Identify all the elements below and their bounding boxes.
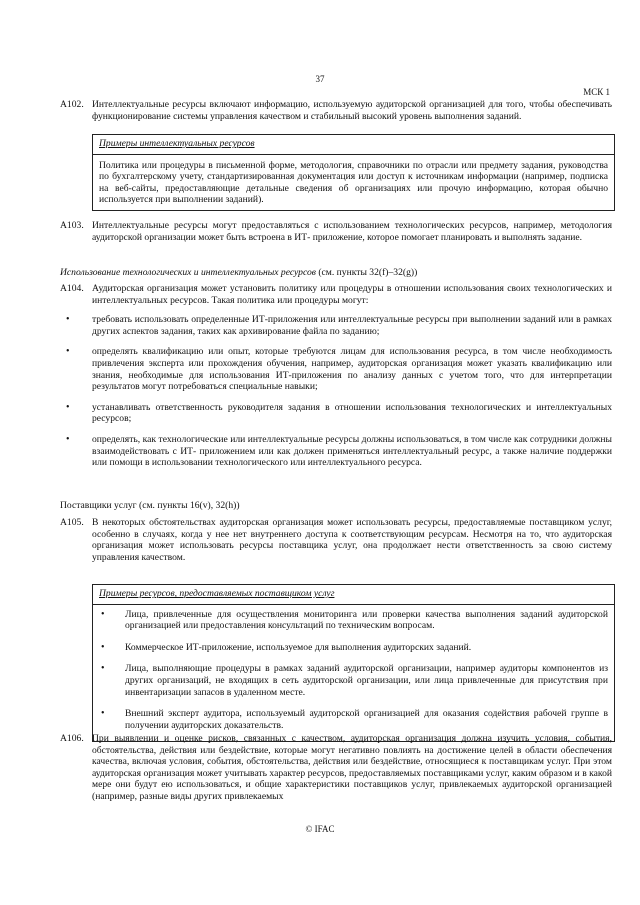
paragraph-number: A105.: [60, 517, 84, 528]
subheading-service-providers: Поставщики услуг (см. пункты 16(v), 32(h)): [60, 500, 240, 511]
page-number: 37: [315, 74, 325, 84]
list-item: • требовать использовать определенные ИТ-приложения или интеллектуальные ресурсы при выполнении заданий или в рамках других аспектов задания, таких как архивирование файла по заданию;: [66, 314, 612, 337]
paragraph-a103: [60, 220, 612, 243]
paragraph-a104: [60, 283, 612, 478]
list-item: • определять квалификацию или опыт, которые требуются лицам для использования ресурса, в том числе необходимость привлечения эксперта или прохождения обучения, например, аудиторская организация может указать квалификацию или знания, необходимые для использования ИТ-приложения по анализу данных с учетом того, что для интерпретации результатов могут потребоваться специальные навыки;: [66, 346, 612, 393]
paragraph-a102: [60, 99, 612, 122]
list-item: • Коммерческое ИТ-приложение, используемое для выполнения аудиторских заданий.: [101, 641, 472, 653]
box-title: Примеры ресурсов, предоставляемых поставщиком услуг: [93, 585, 614, 605]
list-item: • Лица, привлеченные для осуществления мониторинга или проверки качества выполнения заданий аудиторской организацией или предоставления консультаций по техническим вопросам.: [101, 608, 608, 632]
paragraph-text: При выявлении и оценке рисков, связанных с качеством, аудиторская организация должна изучить условия, события, обстоятельства, действия или бездействие, которые могут негативно повлиять на достижение целей в области обеспечения качества, включая условия, события, обстоятельства, действия или бездействие, относящиеся к поставщикам услуг. При этом аудиторская организация может учитывать характер ресурсов, предоставляемых поставщиками услуг, каким образом и в какой мере они будут ею использоваться, и общие характеристики поставщиков услуг, привлекаемых аудиторской организацией (например, разные виды других привлекаемых: [92, 733, 613, 802]
list-item: • устанавливать ответственность руководителя задания в отношении использования технологических и интеллектуальных ресурсов;: [66, 401, 612, 425]
list-item: • определять, как технологические или интеллектуальные ресурсы должны использоваться, в том числе как сотрудники должны взаимодействовать с ИТ- приложением или как должен применяться интеллектуальный ресурс, а также наличие поддержки или помощи в использовании технологического или интеллектуального ресурса.: [66, 433, 612, 469]
paragraph-text: Аудиторская организация может установить политику или процедуры в отношении использования своих технологических и интеллектуальных ресурсов. Такая политика или процедуры могут:: [92, 283, 612, 306]
paragraph-number: A106.: [60, 733, 84, 744]
paragraph-a106: [60, 733, 612, 803]
paragraph-number: A103.: [60, 220, 84, 231]
paragraph-number: A102.: [60, 99, 84, 110]
list-item: • Внешний эксперт аудитора, используемый аудиторской организацией для оказания содействия рабочей группе в получении аудиторских доказательств.: [101, 708, 608, 731]
subheading-italic: Использование технологических и интеллектуальных ресурсов: [60, 267, 316, 278]
subheading-ref: (см. пункты 32(f)–32(g)): [315, 267, 418, 278]
footer-copyright: © IFAC: [305, 824, 335, 834]
paragraph-text: Интеллектуальные ресурсы включают информацию, используемую аудиторской организацией для того, чтобы обеспечивать функционирование системы управления качеством и стабильный высокий уровень выполнения заданий.: [92, 99, 612, 122]
subheading-tech-intellectual: [60, 267, 417, 278]
paragraph-number: A104.: [60, 283, 84, 294]
bullet-list: [93, 605, 614, 732]
paragraph-text: В некоторых обстоятельствах аудиторская организация может использовать ресурсы, предоставляемые поставщиком услуг, особенно в случаях, когда у нее нет внутреннего доступа к соответствующим ресурсам. Несмотря на то, что аудиторская организация может использовать ресурсы поставщика услуг, она продолжает нести ответственность за свою систему управления качеством.: [92, 517, 612, 563]
paragraph-a105: [60, 517, 612, 563]
examples-box-service-providers: [92, 584, 615, 742]
paragraph-text: Интеллектуальные ресурсы могут предоставляться с использованием технологических ресурсов, например, методология аудиторской организации может быть встроена в ИТ- приложение, которое помогает планировать и выполнять задание.: [92, 220, 612, 243]
header-code: МСК 1: [583, 87, 610, 97]
bullet-list: [60, 314, 612, 469]
examples-box-intellectual: [92, 134, 615, 211]
box-title: Примеры интеллектуальных ресурсов: [93, 135, 614, 155]
box-body: Политика или процедуры в письменной форме, методология, справочники по отрасли или предмету задания, руководства по бухгалтерскому учету, стандартизированная документация или доступ к источникам информации (например, подписка на веб-сайты, предоставляющие детальные сведения об организациях или прочую информацию, которая обычно используется при выполнении заданий).: [99, 159, 608, 206]
list-item: • Лица, выполняющие процедуры в рамках заданий аудиторской организации, например аудиторы компонентов из других организаций, не входящих в сеть аудиторской организации, или лица привлеченные для присутствия при инвентаризации запасов в удаленном месте.: [101, 663, 608, 698]
